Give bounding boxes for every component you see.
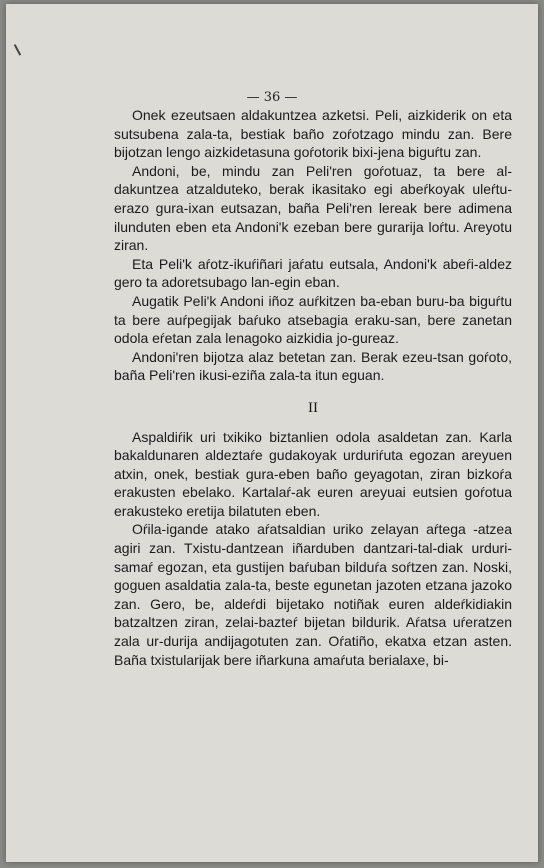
section-heading: II [308, 399, 318, 416]
body-text [114, 106, 512, 669]
paragraph: Aspaldiŕik uri txikiko biztanlien odola asaldetan zan. Karla bakaldunaren aldeztaŕe gudakoyak urduriŕuta egozan areyuen atxin, onek, bestiak gura-eben baño geyagotan, ziran bizkoŕa erakusten ebelako. Kartalaŕ-ak euren areyuai eutsien goŕotua erakusteko eretija bilatuten eben. [114, 428, 512, 519]
paragraph: Augatik Peli'k Andoni iñoz auŕkitzen ba-eban buru-ba biguŕtu ta bere auŕpegijak baŕuko atsebagia eraku-san, bere zanetan odola eŕetan zala lenagoko aizkidia jo-gureaz. [114, 292, 512, 347]
book-page [6, 4, 538, 862]
paragraph: Eta Peli'k aŕotz-ikuŕiñari jaŕatu eutsala, Andoni'k abeŕi-aldez gero ta adoretsubago lan-egin eban. [114, 255, 512, 291]
paragraph: Andoni'ren bijotza alaz betetan zan. Berak ezeu-tsan goŕoto, baña Peli'ren ikusi-eziña zala-ta itun eguan. [114, 348, 512, 384]
paragraph: Onek ezeutsaen aldakuntzea azketsi. Peli, aizkiderik on eta sutsubena zala-ta, bestiak baño zoŕotzago mindu zan. Bere bijotzan lengo aizkidetasuna goŕotorik bixi-jena biguŕtu zan. [114, 107, 512, 161]
paragraph: Andoni, be, mindu zan Peli'ren goŕotuaz, ta bere al-dakuntzea atzalduteko, berak ikasitako egi abeŕkoyak uleŕtu-erazo gura-ixan eutsazan, baña Peli'ren lereak bere adimena ilunduten eben eta Andoni'k ezeban bere gurarija loŕtu. Areyotu ziran. [114, 162, 512, 254]
paragraph: Oŕila-igande atako aŕatsaldian uriko zelayan aŕtega -atzea agiri zan. Txistu-dantzean iñarduben dantzari-tal-diak urduri-samaŕ egozan, eta gustijen baŕuban bilduŕa soŕtzen zan. Noski, goguen asaldatia zala-ta, beste egunetan jazoten etzana jazoko zan. Gero, be, aldeŕdi bijetako notiñak euren aldeŕkidiakin batzaltzen ziran, zelai-bazteŕ bijetan bildurik. Aŕatsa uŕeratzen zala ur-durija andijagotuten zan. Oŕatiño, ekatxa etzan asten. Baña txistularijak bere iñarkuna amaŕuta berialaxe, bi- [114, 521, 512, 668]
page-number: — 36 — [246, 90, 298, 105]
corner-mark [14, 40, 28, 55]
